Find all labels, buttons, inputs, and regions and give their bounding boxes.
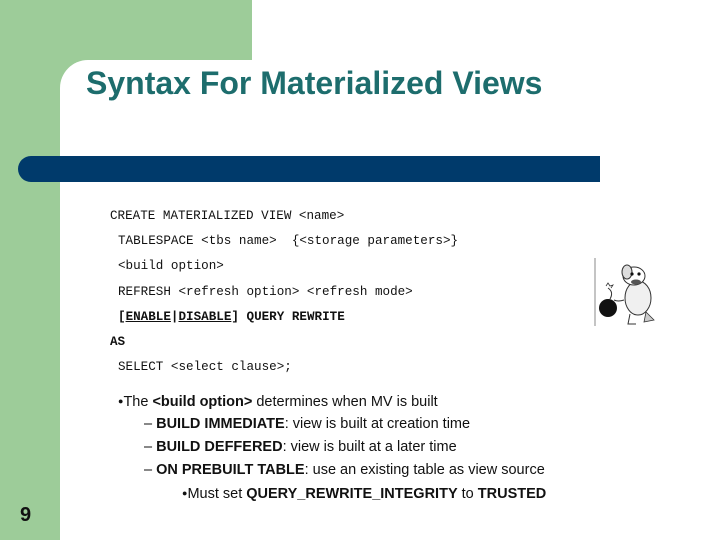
code-line: AS [110,335,126,349]
dash-icon: – [144,416,157,432]
code-line: [ENABLE|DISABLE] QUERY REWRITE [118,310,345,324]
dash-icon: – [144,462,157,478]
code-line: <build option> [118,259,224,273]
code-enable-keyword: ENABLE [125,310,171,324]
code-line: SELECT <select clause>; [118,360,292,374]
green-left-decoration [0,0,60,540]
title-divider-bar [18,156,600,182]
code-line: REFRESH <refresh option> <refresh mode> [118,285,413,299]
slide-title: Syntax For Materialized Views [86,65,543,101]
bullet-dot-icon: ● [118,396,124,406]
sub-bullet: – BUILD IMMEDIATE: view is built at creation time [144,416,471,432]
sub-sub-bullet: ●Must set QUERY_REWRITE_INTEGRITY to TRUSTED [182,486,547,502]
sub-bullet: – BUILD DEFFERED: view is built at a later time [144,439,457,455]
bullet-dot-icon: ● [182,488,188,498]
code-line: CREATE MATERIALIZED VIEW <name> [110,209,345,223]
cartoon-dog-with-bomb-icon [594,256,660,328]
code-line: TABLESPACE <tbs name> {<storage parameters>} [118,234,459,248]
page-number: 9 [20,504,32,526]
sub-bullet: – ON PREBUILT TABLE: use an existing table as view source [144,462,545,478]
code-query-rewrite: QUERY REWRITE [238,310,345,324]
dash-icon: – [144,439,157,455]
bullet-main: ●The <build option> determines when MV is built [118,394,438,410]
code-disable-keyword: DISABLE [178,310,232,324]
